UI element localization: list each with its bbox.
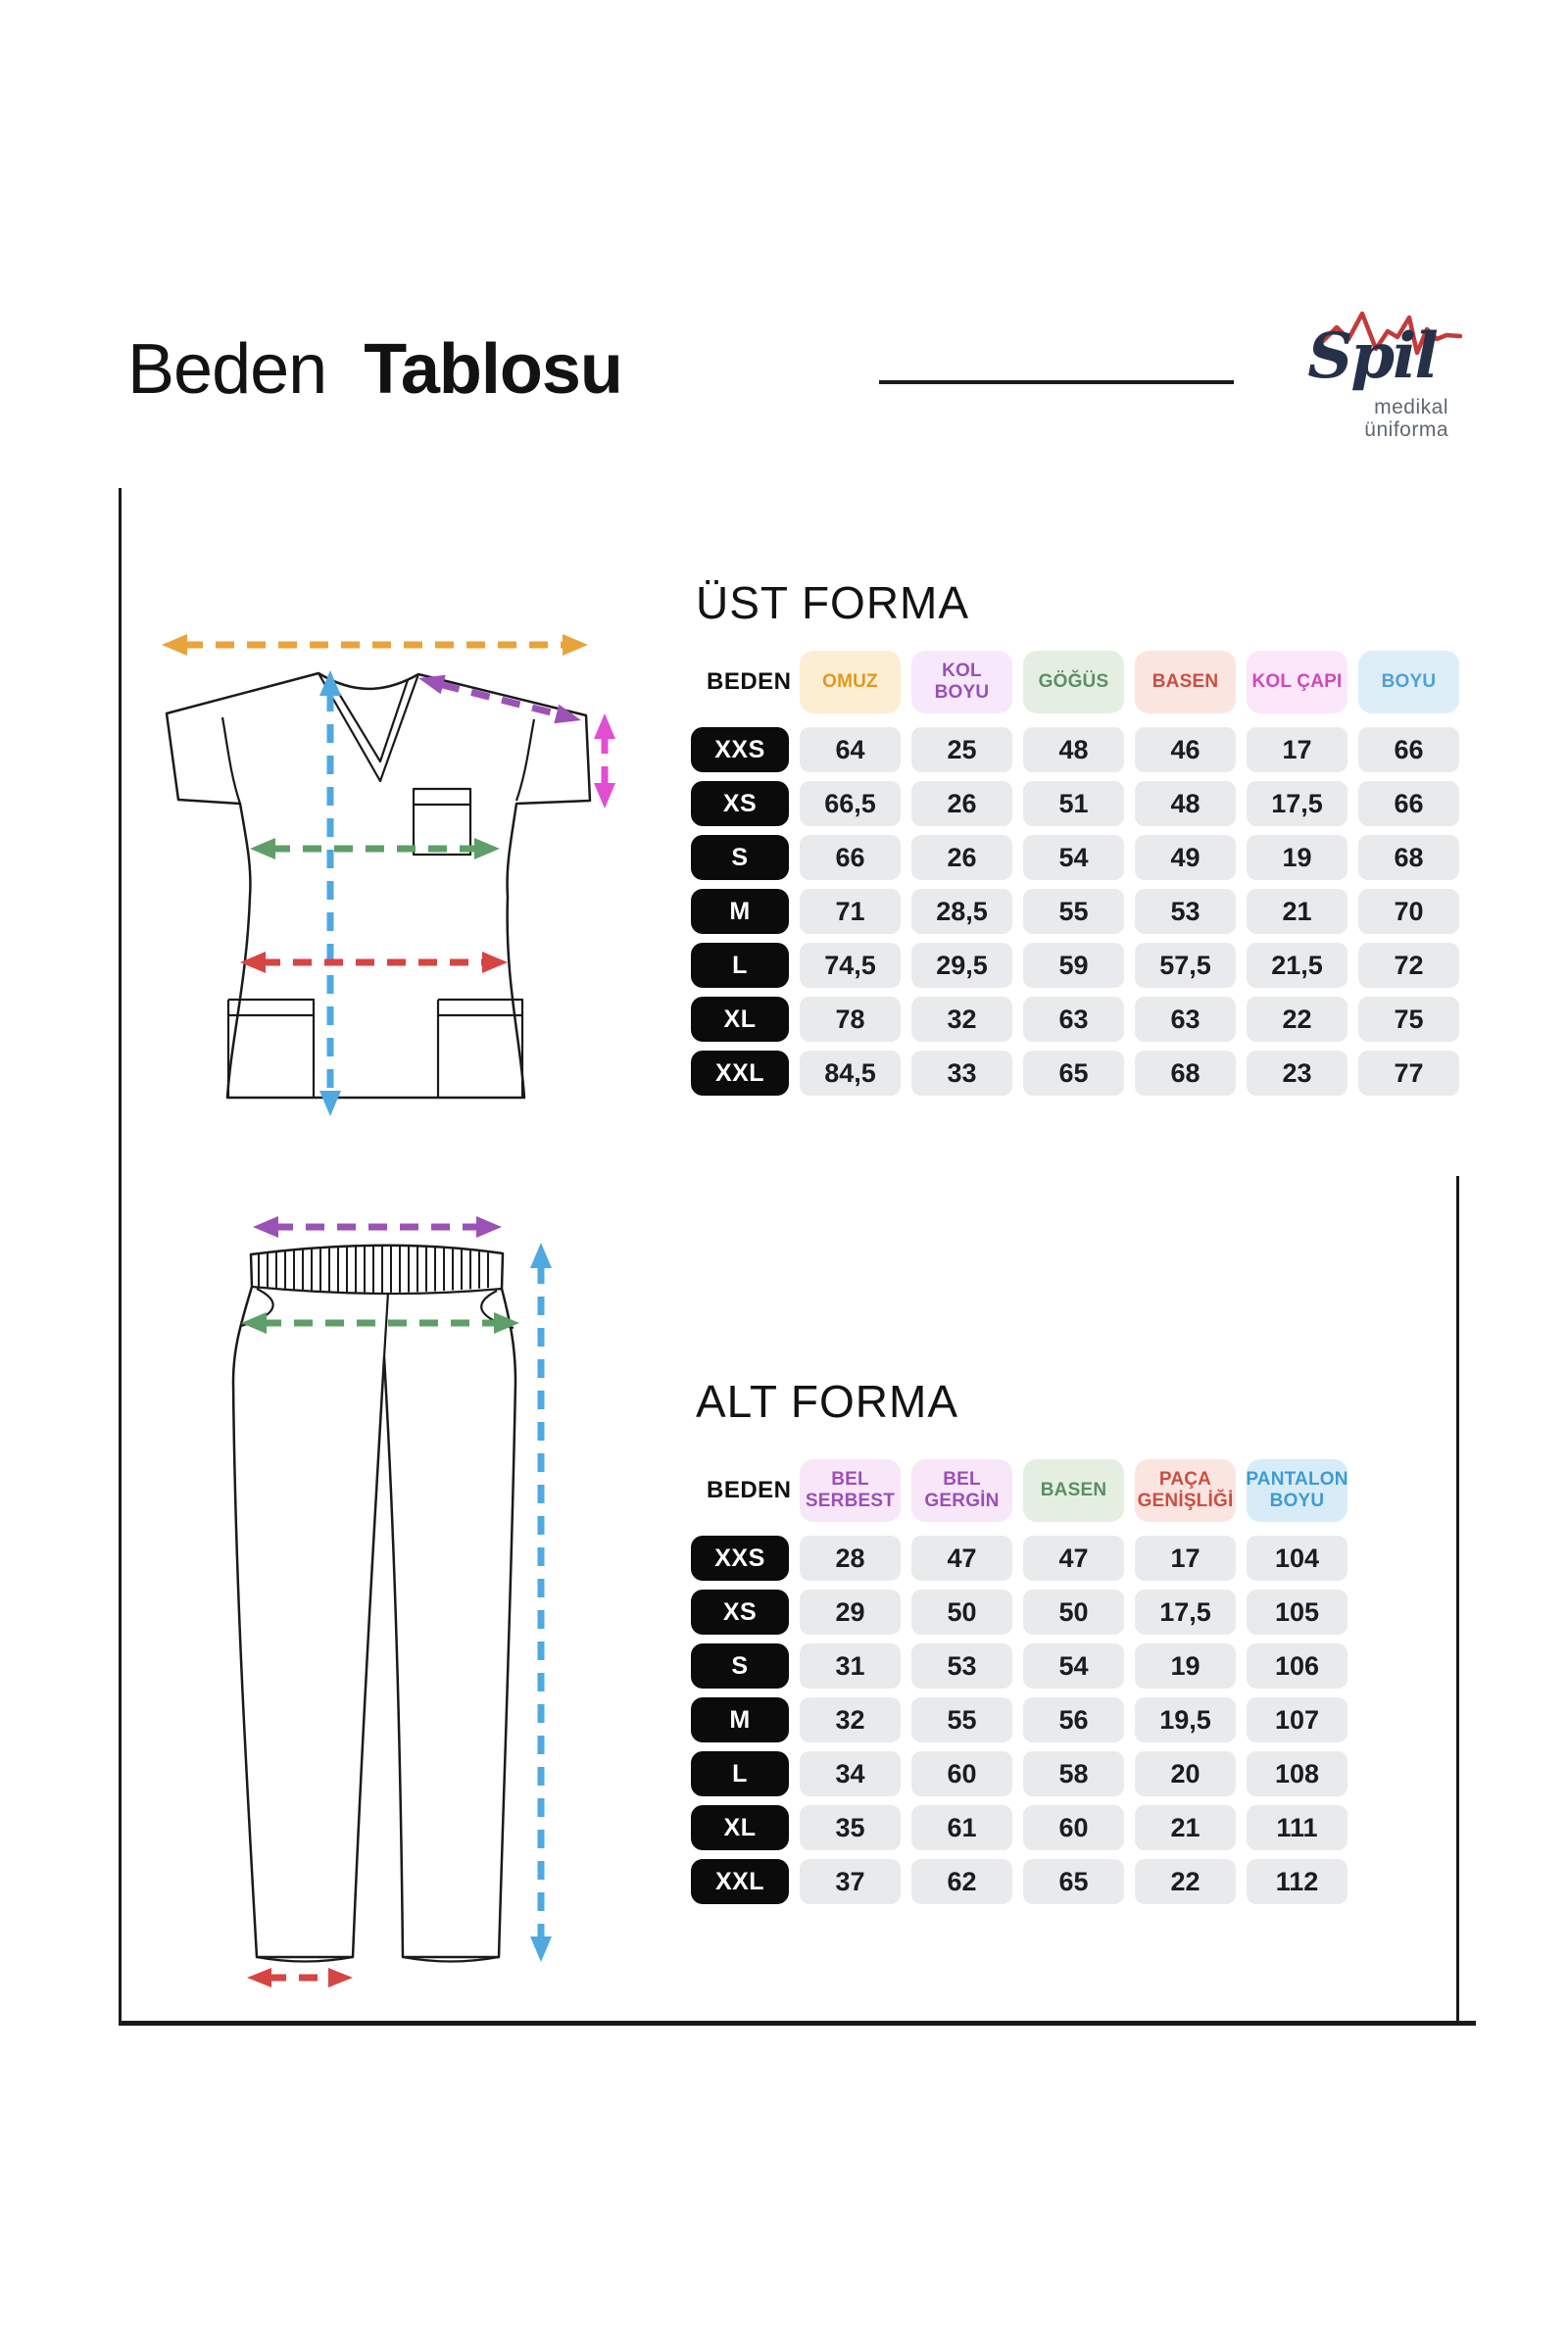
measurement-cell: 60 (1023, 1805, 1124, 1850)
pants-outline (233, 1246, 515, 1957)
measurement-cell: 46 (1135, 727, 1236, 772)
measurement-cell: 48 (1135, 781, 1236, 826)
size-pill: XL (691, 997, 789, 1042)
measurement-cell: 53 (911, 1643, 1012, 1689)
measurement-cell: 61 (911, 1805, 1012, 1850)
measurement-cell: 34 (800, 1751, 901, 1796)
measurement-cell: 50 (1023, 1590, 1124, 1635)
measurement-cell: 33 (911, 1051, 1012, 1096)
measurement-cell: 35 (800, 1805, 901, 1850)
measurement-cell: 19 (1247, 835, 1348, 880)
scrub-top-diagram (127, 608, 657, 1127)
measurement-cell: 55 (1023, 889, 1124, 934)
size-pill: L (691, 943, 789, 988)
upper-section-heading: ÜST FORMA (696, 577, 970, 628)
upper-table-body (691, 727, 1459, 1096)
measurement-cell: 63 (1023, 997, 1124, 1042)
waist-arrow (253, 1216, 502, 1238)
size-pill: XXL (691, 1051, 789, 1096)
measurement-cell: 22 (1247, 997, 1348, 1042)
upper-size-table (691, 651, 1459, 1096)
measurement-cell: 55 (911, 1697, 1012, 1742)
size-pill: S (691, 835, 789, 880)
measurement-cell: 60 (911, 1751, 1012, 1796)
brand-logo (1282, 314, 1462, 461)
size-pill: M (691, 1697, 789, 1742)
measurement-cell: 66,5 (800, 781, 901, 826)
lower-table-header-row (691, 1459, 1348, 1522)
measurement-cell: 22 (1135, 1859, 1236, 1904)
measurement-cell: 26 (911, 835, 1012, 880)
measurement-cell: 59 (1023, 943, 1124, 988)
measurement-cell: 54 (1023, 1643, 1124, 1689)
measurement-cell: 70 (1358, 889, 1459, 934)
measurement-cell: 32 (800, 1697, 901, 1742)
frame-bottom-border (119, 2021, 1476, 2026)
measurement-cell: 77 (1358, 1051, 1459, 1096)
waistband-ribs (259, 1245, 488, 1293)
measurement-cell: 65 (1023, 1859, 1124, 1904)
measurement-cell: 23 (1247, 1051, 1348, 1096)
column-header: PAÇA GENİŞLİĞİ (1135, 1459, 1236, 1522)
leg-length-arrow (530, 1243, 552, 1962)
lower-section-heading: ALT FORMA (696, 1376, 958, 1427)
scrub-top-outline (167, 673, 590, 1098)
measurement-cell: 74,5 (800, 943, 901, 988)
measurement-cell: 111 (1247, 1805, 1348, 1850)
measurement-cell: 105 (1247, 1590, 1348, 1635)
measurement-cell: 25 (911, 727, 1012, 772)
lower-table-body (691, 1536, 1348, 1904)
column-header: KOL ÇAPI (1247, 651, 1348, 713)
page-title-bold: Tablosu (364, 330, 622, 409)
measurement-cell: 28,5 (911, 889, 1012, 934)
measurement-cell: 19,5 (1135, 1697, 1236, 1742)
measurement-cell: 66 (800, 835, 901, 880)
size-pill: S (691, 1643, 789, 1689)
measurement-cell: 17,5 (1247, 781, 1348, 826)
measurement-cell: 50 (911, 1590, 1012, 1635)
measurement-cell: 78 (800, 997, 901, 1042)
measurement-cell: 72 (1358, 943, 1459, 988)
measurement-cell: 37 (800, 1859, 901, 1904)
measurement-cell: 29,5 (911, 943, 1012, 988)
measurement-cell: 107 (1247, 1697, 1348, 1742)
size-pill: XL (691, 1805, 789, 1850)
measurement-cell: 53 (1135, 889, 1236, 934)
measurement-cell: 29 (800, 1590, 901, 1635)
measurement-cell: 47 (911, 1536, 1012, 1581)
measurement-cell: 104 (1247, 1536, 1348, 1581)
column-header: KOL BOYU (911, 651, 1012, 713)
size-pill: XXS (691, 1536, 789, 1581)
column-header: PANTALON BOYU (1247, 1459, 1348, 1522)
measurement-cell: 66 (1358, 781, 1459, 826)
measurement-cell: 75 (1358, 997, 1459, 1042)
measurement-cell: 106 (1247, 1643, 1348, 1689)
upper-table-header-row (691, 651, 1459, 713)
title-divider (879, 380, 1234, 384)
size-pill: XS (691, 1590, 789, 1635)
page-title-regular: Beden (127, 330, 327, 409)
measurement-cell: 17,5 (1135, 1590, 1236, 1635)
measurement-cell: 108 (1247, 1751, 1348, 1796)
measurement-cell: 26 (911, 781, 1012, 826)
column-header: BEL GERGİN (911, 1459, 1012, 1522)
frame-right-border (1456, 1176, 1459, 2026)
measurement-cell: 84,5 (800, 1051, 901, 1096)
measurement-cell: 112 (1247, 1859, 1348, 1904)
lower-size-table (691, 1459, 1348, 1904)
measurement-cell: 48 (1023, 727, 1124, 772)
measurement-cell: 54 (1023, 835, 1124, 880)
measurement-cell: 63 (1135, 997, 1236, 1042)
measurement-cell: 32 (911, 997, 1012, 1042)
beden-column-label: BEDEN (707, 668, 792, 695)
brand-subtitle-medikal: medikal (1374, 396, 1448, 418)
brand-wordmark: Spil (1307, 319, 1437, 393)
measurement-cell: 51 (1023, 781, 1124, 826)
size-pill: L (691, 1751, 789, 1796)
page-title-space (345, 330, 364, 409)
measurement-cell: 21,5 (1247, 943, 1348, 988)
measurement-cell: 71 (800, 889, 901, 934)
shoulder-width-arrow (162, 634, 588, 656)
frame-left-border (119, 488, 122, 2026)
column-header: BASEN (1135, 651, 1236, 713)
measurement-cell: 57,5 (1135, 943, 1236, 988)
measurement-cell: 64 (800, 727, 901, 772)
measurement-cell: 17 (1135, 1536, 1236, 1581)
size-pill: M (691, 889, 789, 934)
measurement-cell: 66 (1358, 727, 1459, 772)
page-title (127, 329, 622, 410)
beden-column-label: BEDEN (707, 1477, 792, 1503)
measurement-cell: 20 (1135, 1751, 1236, 1796)
hem-width-arrow (247, 1968, 353, 1987)
size-pill: XXS (691, 727, 789, 772)
column-header: BASEN (1023, 1459, 1124, 1522)
column-header: OMUZ (800, 651, 901, 713)
measurement-cell: 21 (1135, 1805, 1236, 1850)
measurement-cell: 49 (1135, 835, 1236, 880)
size-pill: XXL (691, 1859, 789, 1904)
measurement-cell: 68 (1135, 1051, 1236, 1096)
measurement-cell: 31 (800, 1643, 901, 1689)
pants-diagram (196, 1176, 588, 1999)
brand-subtitle-uniforma: üniforma (1364, 418, 1448, 441)
measurement-cell: 68 (1358, 835, 1459, 880)
measurement-cell: 28 (800, 1536, 901, 1581)
column-header: GÖĞÜS (1023, 651, 1124, 713)
measurement-cell: 65 (1023, 1051, 1124, 1096)
measurement-cell: 17 (1247, 727, 1348, 772)
measurement-cell: 21 (1247, 889, 1348, 934)
measurement-cell: 58 (1023, 1751, 1124, 1796)
sleeve-width-arrow (594, 713, 615, 808)
measurement-cell: 47 (1023, 1536, 1124, 1581)
column-header: BEL SERBEST (800, 1459, 901, 1522)
measurement-cell: 56 (1023, 1697, 1124, 1742)
measurement-cell: 19 (1135, 1643, 1236, 1689)
column-header: BOYU (1358, 651, 1459, 713)
size-pill: XS (691, 781, 789, 826)
measurement-cell: 62 (911, 1859, 1012, 1904)
